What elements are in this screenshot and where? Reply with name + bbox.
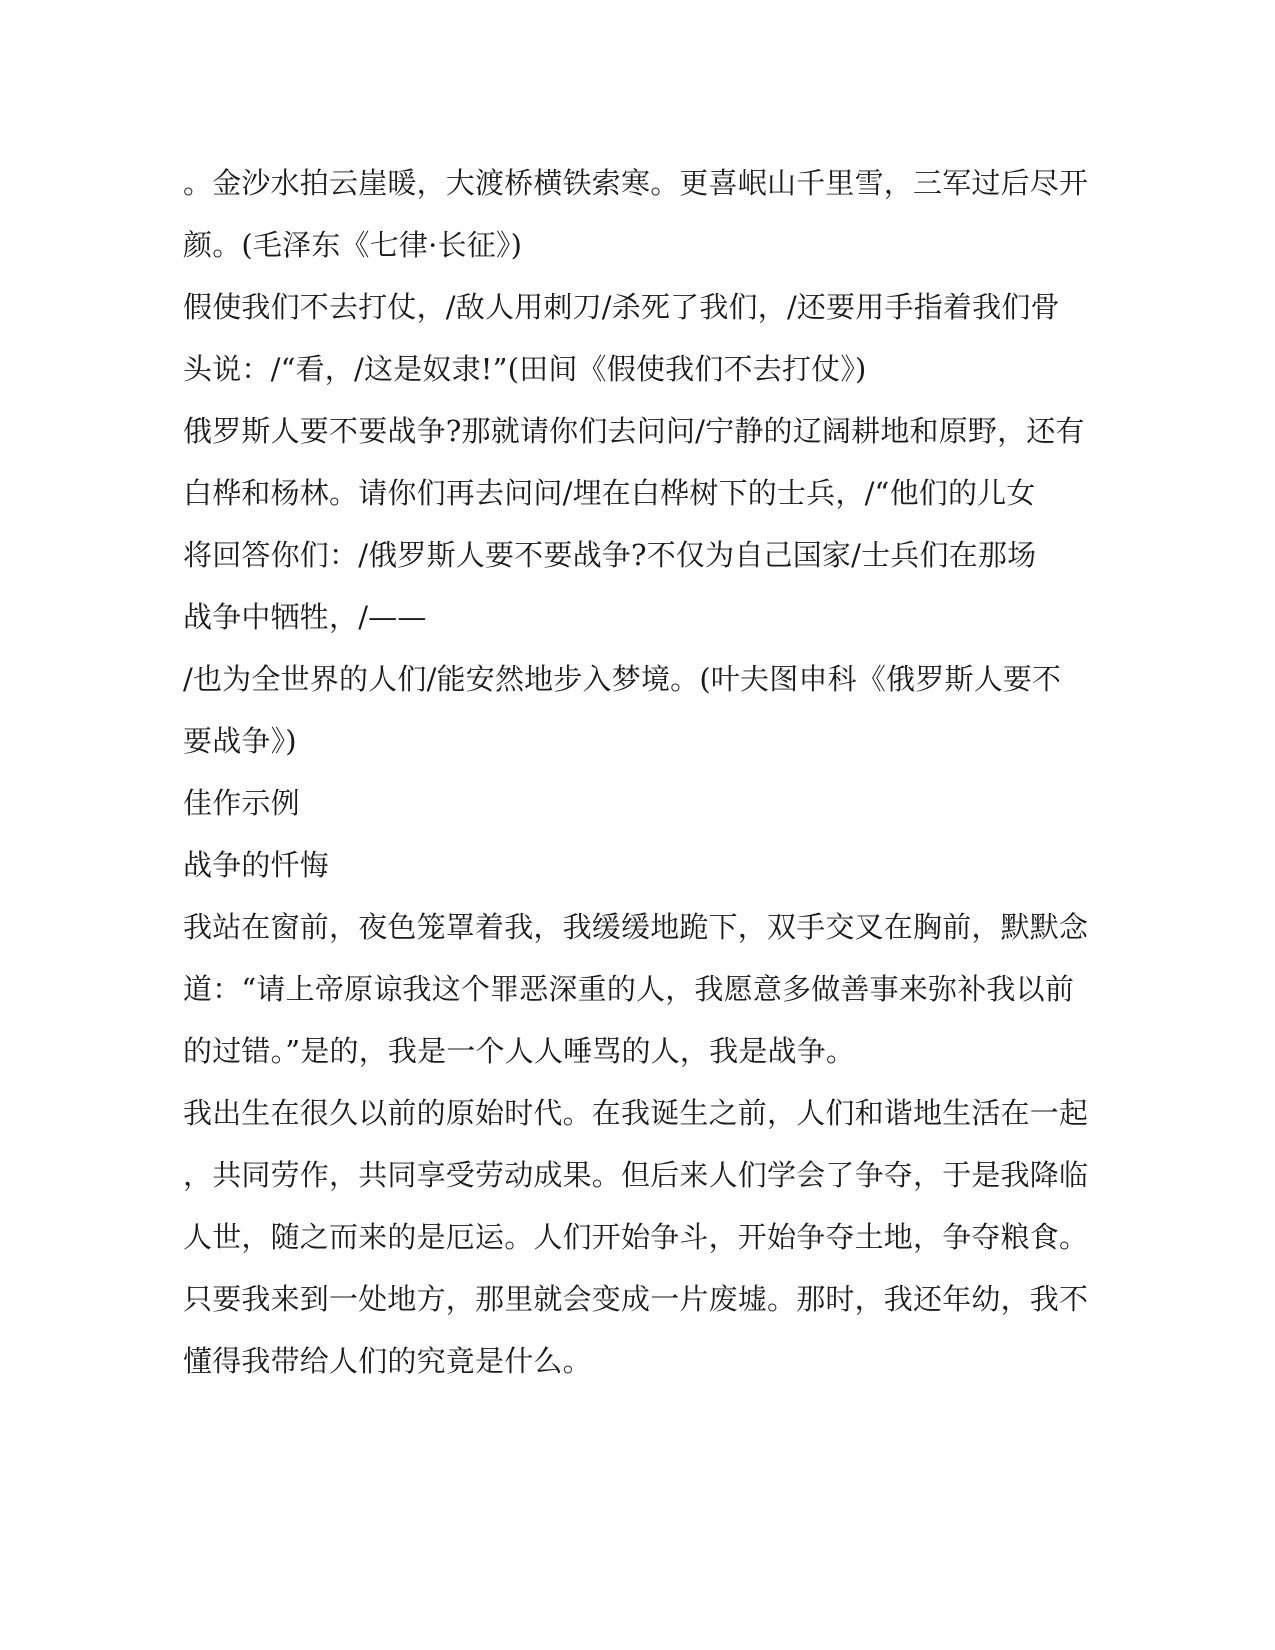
poem-line: 。金沙水拍云崖暖，大渡桥横铁索寒。更喜岷山千里雪，三军过后尽开 (183, 166, 1089, 200)
poem-line: /也为全世界的人们/能安然地步入梦境。(叶夫图申科《俄罗斯人要不 (183, 662, 1062, 696)
essay-line: 懂得我带给人们的究竟是什么。 (183, 1344, 592, 1378)
essay-title: 战争的忏悔 (183, 848, 330, 882)
essay-line: 我出生在很久以前的原始时代。在我诞生之前，人们和谐地生活在一起 (183, 1096, 1089, 1130)
poem-line: 将回答你们：/俄罗斯人要不要战争?不仅为自己国家/士兵们在那场 (183, 538, 1037, 572)
essay-line: ，共同劳作，共同享受劳动成果。但后来人们学会了争夺，于是我降临 (183, 1158, 1089, 1192)
document-body (183, 152, 1089, 1392)
poem-line: 颜。(毛泽东《七律·长征》) (183, 228, 523, 262)
section-heading: 佳作示例 (183, 786, 300, 820)
essay-line: 的过错。”是的，我是一个人人唾骂的人，我是战争。 (183, 1034, 856, 1068)
essay-line: 道：“请上帝原谅我这个罪恶深重的人，我愿意多做善事来弥补我以前 (183, 972, 1075, 1006)
poem-line: 要战争》) (183, 724, 297, 758)
essay-line: 只要我来到一处地方，那里就会变成一片废墟。那时，我还年幼，我不 (183, 1282, 1089, 1316)
poem-line: 假使我们不去打仗，/敌人用刺刀/杀死了我们，/还要用手指着我们骨 (183, 290, 1060, 324)
essay-line: 人世，随之而来的是厄运。人们开始争斗，开始争夺土地，争夺粮食。 (183, 1220, 1089, 1254)
poem-line: 战争中牺牲，/—— (183, 600, 427, 634)
poem-line: 头说：/“看，/这是奴隶!”(田间《假使我们不去打仗》) (183, 352, 867, 386)
poem-line: 白桦和杨林。请你们再去问问/埋在白桦树下的士兵，/“他们的儿女 (183, 476, 1036, 510)
poem-line: 俄罗斯人要不要战争?那就请你们去问问/宁静的辽阔耕地和原野，还有 (183, 414, 1085, 448)
essay-line: 我站在窗前，夜色笼罩着我，我缓缓地跪下，双手交叉在胸前，默默念 (183, 910, 1089, 944)
